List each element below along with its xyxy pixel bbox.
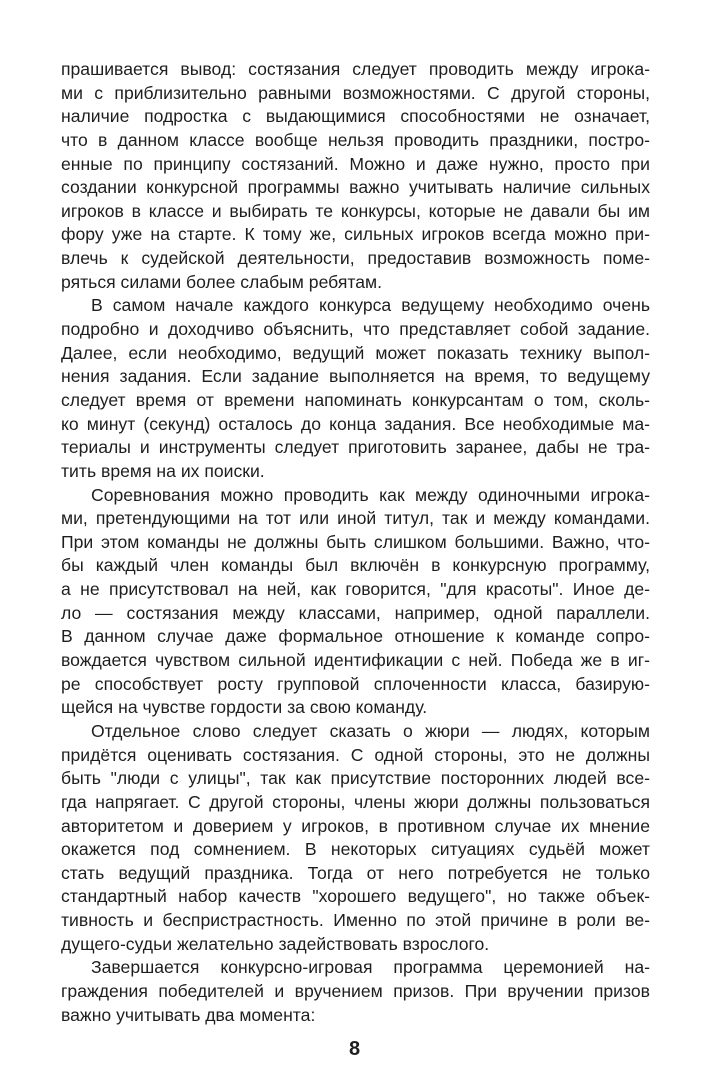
text-line: При этом команды не должны быть слишком большими. Важно, что- bbox=[61, 531, 650, 552]
text-line: придётся оценивать состязания. С одной стороны, это не должны bbox=[61, 744, 650, 765]
text-line: Соревнования можно проводить как между одиночными игрока- bbox=[91, 484, 650, 505]
text-line: ко минут (секунд) осталось до конца задания. Все необходимые ма- bbox=[61, 413, 650, 434]
text-line: дущего-судьи желательно задействовать взрослого. bbox=[61, 933, 490, 954]
text-line: стандартный набор качеств "хорошего ведущего", но также объек- bbox=[61, 886, 650, 907]
text-line: Завершается конкурсно-игровая программа церемонией на- bbox=[91, 957, 650, 978]
text-line: ре способствует росту групповой сплоченности класса, базирую- bbox=[61, 673, 650, 694]
text-line: бы каждый член команды был включён в конкурсную программу, bbox=[61, 555, 650, 576]
text-line: ряться силами более слабым ребятам. bbox=[61, 271, 383, 292]
text-line: ми, претендующими на тот или иной титул, так и между командами. bbox=[61, 508, 650, 529]
text-line: Далее, если необходимо, ведущий может показать технику выпол- bbox=[61, 342, 650, 363]
text-line: тивность и беспристрастность. Именно по этой причине в роли ве- bbox=[61, 910, 650, 931]
text-line: тить время на их поиски. bbox=[61, 460, 265, 481]
text-line: гда напрягает. С другой стороны, члены жюри должны пользоваться bbox=[61, 791, 650, 812]
paragraph bbox=[61, 294, 650, 483]
page-number: 8 bbox=[348, 1038, 361, 1060]
text-line: В самом начале каждого конкурса ведущему необходимо очень bbox=[91, 295, 650, 316]
text-line: а не присутствовал на ней, как говорится, "для красоты". Иное де- bbox=[61, 579, 650, 600]
text-line: граждения победителей и вручением призов. При вручении призов bbox=[61, 980, 650, 1001]
text-line: ло — состязания между классами, например, одной параллели. bbox=[61, 602, 650, 623]
text-line: важно учитывать два момента: bbox=[61, 1004, 316, 1025]
text-line: подробно и доходчиво объяснить, что представляет собой задание. bbox=[61, 319, 650, 340]
text-line: фору уже на старте. К тому же, сильных игроков всегда можно при- bbox=[61, 224, 650, 245]
text-line: вождается чувством сильной идентификации с ней. Победа же в иг- bbox=[61, 650, 650, 671]
text-line: наличие подростка с выдающимися способностями не означает, bbox=[61, 106, 650, 127]
text-line: нения задания. Если задание выполняется на время, то ведущему bbox=[61, 366, 650, 387]
text-line: следует время от времени напоминать конкурсантам о том, сколь- bbox=[61, 389, 650, 410]
text-line: териалы и инструменты следует приготовить заранее, дабы не тра- bbox=[61, 437, 650, 458]
text-line: авторитетом и доверием у игроков, в противном случае их мнение bbox=[61, 815, 650, 836]
paragraph bbox=[61, 58, 650, 294]
page-text bbox=[61, 58, 650, 1027]
text-line: щейся на чувстве гордости за свою команду. bbox=[61, 697, 428, 718]
text-line: окажется под сомнением. В некоторых ситуациях судьёй может bbox=[61, 839, 650, 860]
paragraph bbox=[61, 484, 650, 720]
text-line: ми с приблизительно равными возможностями. С другой стороны, bbox=[61, 82, 650, 103]
paragraph bbox=[61, 720, 650, 956]
text-line: Отдельное слово следует сказать о жюри — людях, которым bbox=[91, 720, 650, 741]
text-line: В данном случае даже формальное отношение к команде сопро- bbox=[61, 626, 650, 647]
text-line: создании конкурсной программы важно учитывать наличие сильных bbox=[61, 177, 650, 198]
text-line: быть "люди с улицы", так как присутствие посторонних людей все- bbox=[61, 768, 650, 789]
text-line: стать ведущий праздника. Тогда от него потребуется не только bbox=[61, 862, 650, 883]
text-line: игроков в классе и выбирать те конкурсы, которые не давали бы им bbox=[61, 200, 650, 221]
text-line: что в данном классе вообще нельзя проводить праздники, постро- bbox=[61, 129, 650, 150]
text-line: влечь к судейской деятельности, предоставив возможность поме- bbox=[61, 248, 650, 269]
text-line: енные по принципу состязаний. Можно и даже нужно, просто при bbox=[61, 153, 650, 174]
text-line: прашивается вывод: состязания следует проводить между игрока- bbox=[61, 59, 650, 79]
paragraph bbox=[61, 956, 650, 1027]
